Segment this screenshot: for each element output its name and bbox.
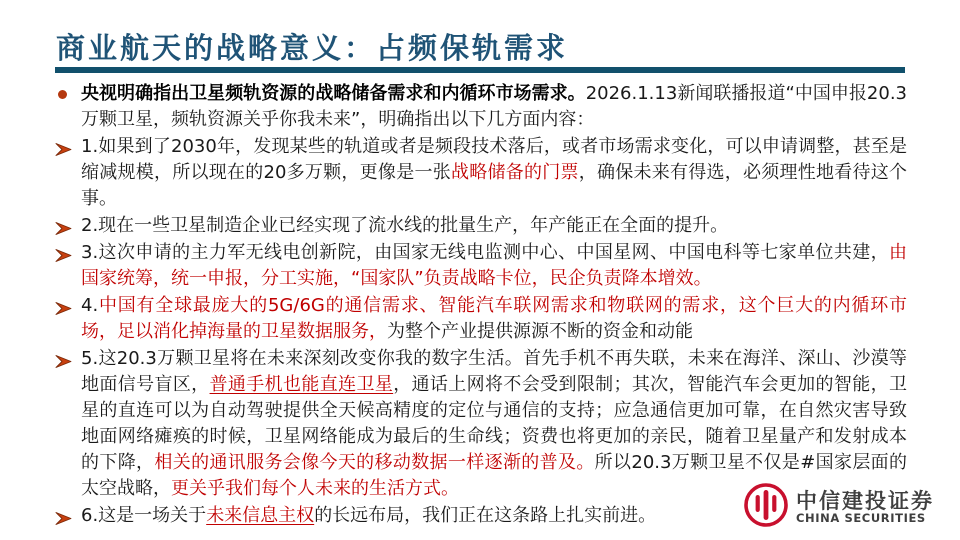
citic-emblem-icon	[743, 482, 789, 532]
bullet-dot-icon	[58, 90, 67, 99]
arrow-bullet-icon	[55, 139, 72, 154]
text-segment: 所以20.3万颗卫星不仅是#国家层面的太空战略，	[81, 452, 908, 499]
text-segment: 由国家统筹，统一申报，分工实施，“国家队”负责战略卡位，民企负责降本增效。	[81, 242, 907, 289]
text-segment: 2026.1.13新闻联播报道“中国申报20.3万颗卫星，频轨资源关乎你我未来”，明确指出以下几方面内容：	[81, 83, 907, 130]
text-segment: 普通手机也能直连卫星	[209, 374, 394, 395]
text-segment: 1.如果到了2030年，发现某些的轨道或者是频段技术落后，或者市场需求变化，可以申请调整，甚至是缩减规模，所以现在的20多万颗，更像是一张	[81, 136, 907, 183]
text-segment: 中国有全球最庞大的5G/6G的通信需求、智能汽车联网需求和物联网的需求，这个巨大的内循环市场，足以消化掉海量的卫星数据服务，	[81, 295, 907, 342]
text-segment: ，通话上网将不会受到限制；其次，智能汽车会更加的智能，卫星的直连可以为自动驾驶提供全天候高精度的定位与通信的支持；应急通信更加可靠，在自然灾害导致地面网络瘫痪的时候，卫星网络能成为最后的生命线；资费也将更加的亲民，随着卫星量产和发射成本的下降，	[81, 374, 908, 473]
arrow-bullet-icon	[55, 351, 72, 366]
intro-paragraph	[55, 81, 907, 133]
list-item	[55, 293, 907, 345]
list-item	[55, 240, 907, 292]
text-segment: 3.这次申请的主力军无线电创新院，由国家无线电监测中心、中国星网、中国电科等七家单位共建，	[81, 242, 889, 263]
logo-english-name: CHINA SECURITIES	[796, 510, 926, 525]
text-segment: 更关乎我们每个人未来的生活方式。	[171, 478, 459, 499]
text-segment: ，确保未来有得选，必须理性地看待这个事。	[81, 162, 908, 209]
text-segment: 4.	[81, 295, 99, 316]
text-segment: 战略储备的门票	[450, 162, 579, 183]
list-item	[55, 134, 907, 212]
text-segment: 6.这是一场关于	[81, 505, 207, 526]
content-list	[55, 80, 907, 530]
list-item	[55, 213, 907, 239]
arrow-bullet-icon	[55, 245, 72, 260]
text-segment: 未来信息主权	[206, 505, 315, 526]
text-segment: 为整个产业提供源源不断的资金和动能	[387, 321, 693, 342]
arrow-bullet-icon	[55, 298, 72, 313]
company-logo	[743, 482, 934, 532]
text-segment: 的长远布局，我们正在这条路上扎实前进。	[314, 505, 657, 526]
arrow-bullet-icon	[55, 218, 72, 233]
page-title: 商业航天的战略意义：占频保轨需求	[56, 31, 569, 65]
logo-text	[796, 490, 934, 524]
arrow-bullet-icon	[55, 508, 72, 523]
text-segment: 5.这20.3万颗卫星将在未来深刻改变你我的数字生活。首先手机不再失联，未来在海洋、深山、沙漠等地面信号盲区，	[81, 348, 907, 395]
text-segment: 2.现在一些卫星制造企业已经实现了流水线的批量生产，年产能正在全面的提升。	[81, 215, 729, 236]
title-underline	[55, 67, 905, 73]
text-segment: 相关的通讯服务会像今天的移动数据一样逐渐的普及。	[154, 452, 595, 473]
logo-chinese-name: 中信建投证券	[796, 488, 934, 513]
text-segment: 央视明确指出卫星频轨资源的战略储备需求和内循环市场需求。	[81, 83, 586, 104]
list-item	[55, 346, 907, 502]
